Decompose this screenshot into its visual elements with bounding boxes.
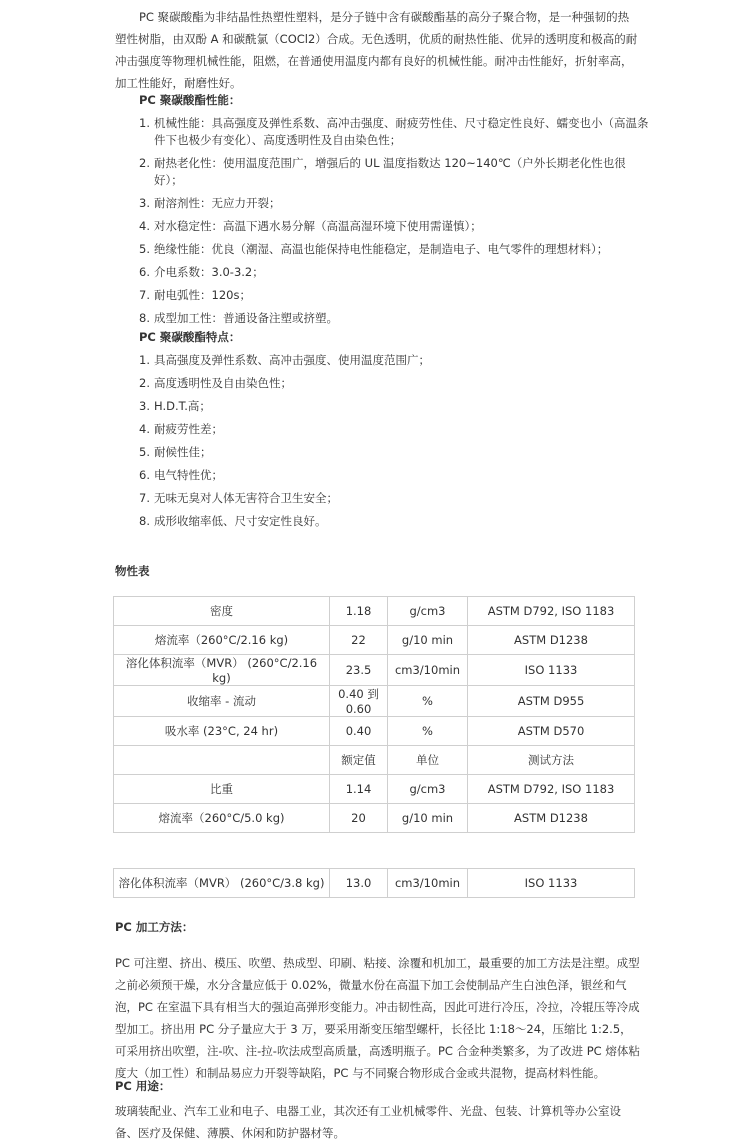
list-item xyxy=(139,218,654,235)
list-item-text: 耐候性佳； xyxy=(154,445,212,459)
list-item xyxy=(139,398,654,415)
list-item xyxy=(139,444,654,461)
table-cell: 13.0 xyxy=(330,869,388,898)
list-item xyxy=(139,490,654,507)
table-cell: 0.40 到 0.60 xyxy=(330,686,388,717)
list-item-text: 机械性能：具高强度及弹性系数、高冲击强度、耐疲劳性佳、尺寸稳定性良好、蠕变也小（高温条件下也极少有变化）、高度透明性及自由染色性； xyxy=(154,116,649,147)
list-item xyxy=(139,352,654,369)
list-item-number: 7. xyxy=(139,491,150,505)
list-item-text: 耐电弧性：120s； xyxy=(154,288,251,302)
table-cell: 23.5 xyxy=(330,655,388,686)
list-item-number: 8. xyxy=(139,514,150,528)
table-row xyxy=(114,717,635,746)
table-cell: 密度 xyxy=(114,597,330,626)
list-item-number: 6. xyxy=(139,265,150,279)
table-cell: 20 xyxy=(330,804,388,833)
table-cell: % xyxy=(388,717,468,746)
table-cell: cm3/10min xyxy=(388,869,468,898)
table-cell xyxy=(114,746,330,775)
list-item xyxy=(139,421,654,438)
table-row xyxy=(114,804,635,833)
table-cell: 熔流率（260°C/5.0 kg) xyxy=(114,804,330,833)
table-row xyxy=(114,655,635,686)
performance-heading: PC 聚碳酸酯性能： xyxy=(139,93,241,107)
list-item-number: 6. xyxy=(139,468,150,482)
list-item-text: 电气特性优； xyxy=(154,468,223,482)
list-item-number: 4. xyxy=(139,422,150,436)
list-item xyxy=(139,287,654,304)
list-item-number: 2. xyxy=(139,376,150,390)
performance-list xyxy=(139,115,654,333)
list-item-text: 无味无臭对人体无害符合卫生安全； xyxy=(154,491,338,505)
table-cell: ASTM D955 xyxy=(468,686,635,717)
list-item-text: 耐热老化性：使用温度范围广，增强后的 UL 温度指数达 120~140℃（户外长期老化性也很好）； xyxy=(154,156,626,187)
table-cell: 溶化体积流率（MVR） (260°C/2.16 kg) xyxy=(114,655,330,686)
features-heading: PC 聚碳酸酯特点： xyxy=(139,330,241,344)
table-cell: 测试方法 xyxy=(468,746,635,775)
list-item-text: 高度透明性及自由染色性； xyxy=(154,376,292,390)
list-item xyxy=(139,513,654,530)
list-item-number: 5. xyxy=(139,445,150,459)
table-cell: cm3/10min xyxy=(388,655,468,686)
list-item-number: 3. xyxy=(139,399,150,413)
list-item-number: 2. xyxy=(139,156,150,170)
table-cell: ASTM D792, ISO 1183 xyxy=(468,775,635,804)
list-item-number: 7. xyxy=(139,288,150,302)
table-cell: g/cm3 xyxy=(388,597,468,626)
list-item xyxy=(139,310,654,327)
table-cell: 1.18 xyxy=(330,597,388,626)
list-item-number: 1. xyxy=(139,353,150,367)
list-item-text: 耐疲劳性差； xyxy=(154,422,223,436)
properties-table xyxy=(113,596,635,833)
table-cell: 单位 xyxy=(388,746,468,775)
table-cell: 收缩率 - 流动 xyxy=(114,686,330,717)
intro-paragraph: PC 聚碳酸酯为非结晶性热塑性塑料，是分子链中含有碳酸酯基的高分子聚合物，是一种强韧的热塑性树脂，由双酚 A 和碳酰氯（COCl2）合成。无色透明，优质的耐热性能、优异的透明度和极高的耐冲击强度等物理机械性能，阻燃，在普通使用温度内都有良好的机械性能。耐冲击性能好，折射率高，加工性能好，耐磨性好。 xyxy=(115,10,638,90)
list-item-text: 成型加工性：普通设备注塑或挤塑。 xyxy=(154,311,338,325)
list-item xyxy=(139,375,654,392)
table-row xyxy=(114,597,635,626)
list-item-text: 介电系数：3.0-3.2； xyxy=(154,265,264,279)
uses-heading: PC 用途： xyxy=(115,1079,171,1093)
table-cell: ASTM D570 xyxy=(468,717,635,746)
table-row xyxy=(114,869,635,898)
table-cell: 额定值 xyxy=(330,746,388,775)
list-item-text: 耐溶剂性：无应力开裂； xyxy=(154,196,281,210)
list-item xyxy=(139,195,654,212)
table-row xyxy=(114,746,635,775)
table-cell: ASTM D792, ISO 1183 xyxy=(468,597,635,626)
list-item xyxy=(139,467,654,484)
processing-heading: PC 加工方法： xyxy=(115,920,194,934)
list-item-text: 具高强度及弹性系数、高冲击强度、使用温度范围广； xyxy=(154,353,430,367)
table-cell: g/10 min xyxy=(388,626,468,655)
properties-title: 物性表 xyxy=(115,564,150,578)
table-cell: ASTM D1238 xyxy=(468,626,635,655)
table-cell: 溶化体积流率（MVR） (260°C/3.8 kg) xyxy=(114,869,330,898)
table-cell: g/cm3 xyxy=(388,775,468,804)
table-cell: ASTM D1238 xyxy=(468,804,635,833)
table-cell: % xyxy=(388,686,468,717)
table-cell: ISO 1133 xyxy=(468,655,635,686)
table-cell: 22 xyxy=(330,626,388,655)
table-cell: g/10 min xyxy=(388,804,468,833)
table-cell: ISO 1133 xyxy=(468,869,635,898)
table-cell: 0.40 xyxy=(330,717,388,746)
list-item-number: 1. xyxy=(139,116,150,130)
table-cell: 熔流率（260°C/2.16 kg) xyxy=(114,626,330,655)
list-item-text: 成形收缩率低、尺寸安定性良好。 xyxy=(154,514,327,528)
list-item xyxy=(139,155,654,189)
uses-paragraph: 玻璃装配业、汽车工业和电子、电器工业，其次还有工业机械零件、光盘、包装、计算机等办公室设备、医疗及保健、薄膜、休闲和防护器材等。 xyxy=(115,1104,621,1140)
table-cell: 比重 xyxy=(114,775,330,804)
list-item-number: 5. xyxy=(139,242,150,256)
features-list xyxy=(139,352,654,536)
table-row xyxy=(114,775,635,804)
list-item-text: 对水稳定性：高温下遇水易分解（高温高湿环境下使用需谨慎）； xyxy=(154,219,482,233)
list-item xyxy=(139,264,654,281)
list-item-number: 4. xyxy=(139,219,150,233)
list-item-text: H.D.T.高； xyxy=(154,399,211,413)
processing-paragraph: PC 可注塑、挤出、模压、吹塑、热成型、印刷、粘接、涂覆和机加工，最重要的加工方法是注塑。成型之前必须预干燥，水分含量应低于 0.02%，微量水份在高温下加工会使制品产生白浊色泽，银丝和气泡，PC 在室温下具有相当大的强迫高弹形变能力。冲击韧性高，因此可进行冷压，冷拉，冷辊压等冷成型加工。挤出用 PC 分子量应大于 3 万，要采用渐变压缩型螺杆，长径比 1:18～24，压缩比 1:2.5，可采用挤出吹塑，注-吹、注-拉-吹法成型高质量，高透明瓶子。PC 合金种类繁多，为了改进 PC 熔体粘度大（加工性）和制品易应力开裂等缺陷，PC 与不同聚合物形成合金或共混物，提高材料性能。 xyxy=(115,956,640,1080)
properties-table-extra xyxy=(113,868,635,898)
table-row xyxy=(114,626,635,655)
list-item xyxy=(139,115,654,149)
table-row xyxy=(114,686,635,717)
table-cell: 吸水率 (23°C, 24 hr) xyxy=(114,717,330,746)
list-item xyxy=(139,241,654,258)
table-cell: 1.14 xyxy=(330,775,388,804)
list-item-number: 8. xyxy=(139,311,150,325)
list-item-number: 3. xyxy=(139,196,150,210)
list-item-text: 绝缘性能：优良（潮湿、高温也能保持电性能稳定，是制造电子、电气零件的理想材料）； xyxy=(154,242,609,256)
